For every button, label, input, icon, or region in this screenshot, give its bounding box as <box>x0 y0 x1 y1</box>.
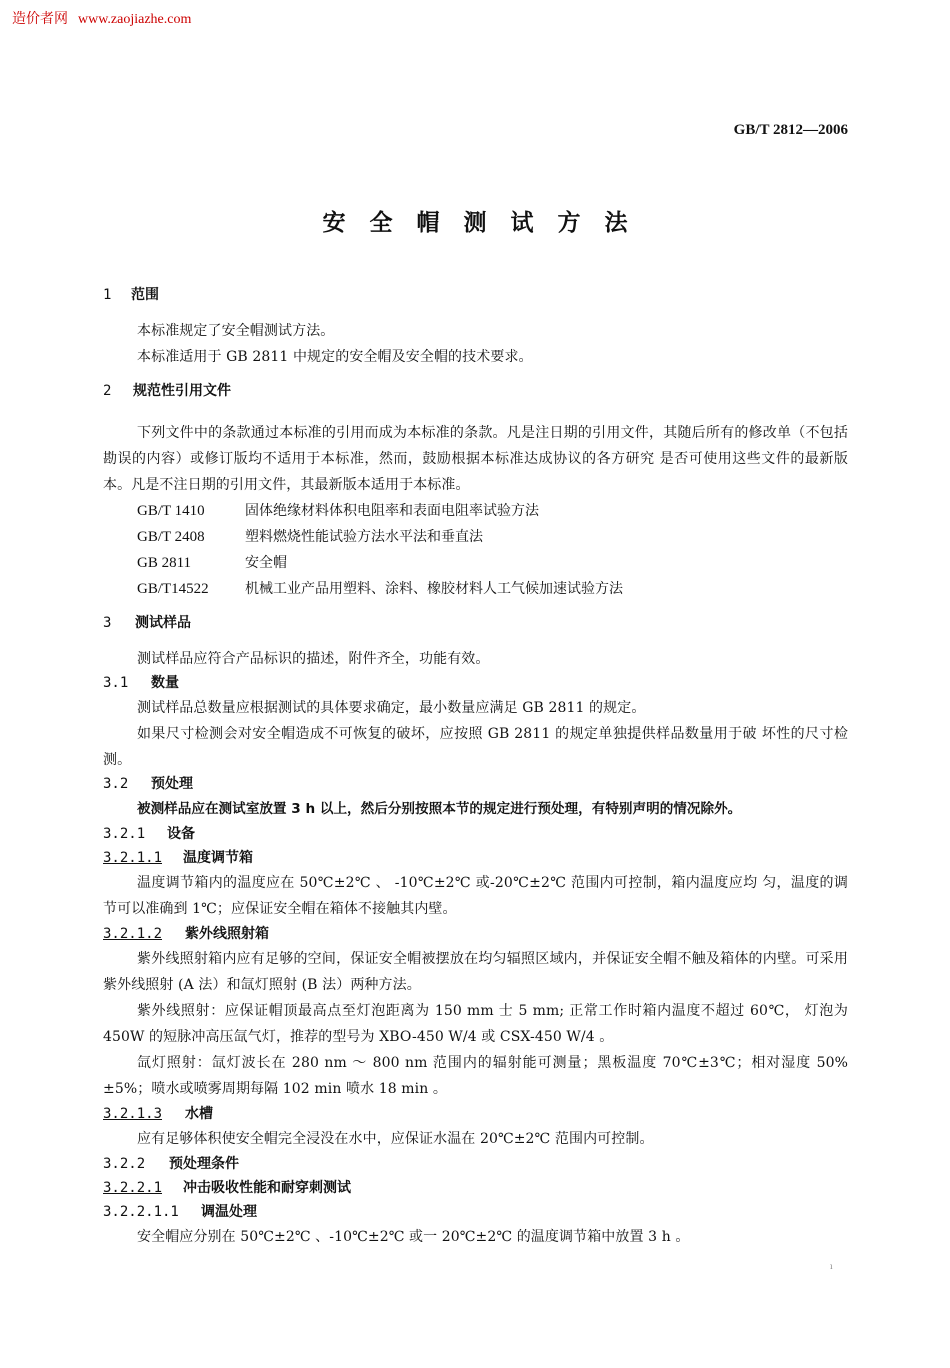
section-heading-3 <box>103 612 848 632</box>
section-heading-3-2-1-2 <box>103 922 848 946</box>
paragraph: 氙灯照射：氙灯波长在 280 nm ～ 800 nm 范围内的辐射能可测量；黑板温度 70℃±3℃；相对湿度 50%±5%；喷水或喷雾周期每隔 102 min 喷水 18 min 。 <box>103 1055 848 1097</box>
header-watermark[interactable] <box>12 8 191 28</box>
paragraph: 本标准适用于 GB 2811 中规定的安全帽及安全帽的技术要求。 <box>137 349 533 365</box>
section-number: 2 <box>103 383 112 399</box>
reference-title: 安全帽 <box>245 555 287 571</box>
paragraph: 紫外线照射箱内应有足够的空间，保证安全帽被摆放在均匀辐照区域内，并保证安全帽不触及箱体的内壁。可采用紫外线照射 (A 法）和氙灯照射 (B 法）两种方法。 <box>103 951 848 993</box>
reference-item <box>103 498 848 524</box>
section-number: 3.1 <box>103 675 129 691</box>
section-title: 规范性引用文件 <box>133 383 231 399</box>
reference-code: GB/T 2408 <box>137 529 205 545</box>
section-heading-3-1 <box>103 672 848 695</box>
reference-title: 固体绝缘材料体积电阻率和表面电阻率试验方法 <box>245 503 539 519</box>
site-url[interactable]: www.zaojiazhe.com <box>78 12 192 27</box>
reference-code: GB/T 1410 <box>137 503 205 519</box>
document-body <box>103 284 848 1250</box>
reference-title: 机械工业产品用塑料、涂料、橡胶材料人工气候加速试验方法 <box>245 581 623 597</box>
section-heading-3-2-2-1 <box>103 1176 848 1200</box>
paragraph: 应有足够体积使安全帽完全浸没在水中，应保证水温在 20℃±2℃ 范围内可控制。 <box>137 1131 654 1147</box>
paragraph: 紫外线照射：应保证帽顶最高点至灯泡距离为 150 mm 士 5 mm; 正常工作时箱内温度不超过 60℃， 灯泡为 450W 的短脉冲高压氙气灯，推荐的型号为 XBO-450 W/4 或 CSX-450 W/4 。 <box>103 1003 848 1045</box>
section-number: 3.2.2 <box>103 1156 146 1172</box>
reference-title: 塑料燃烧性能试验方法水平法和垂直法 <box>245 529 483 545</box>
section-title: 设备 <box>167 826 195 842</box>
paragraph: 本标准规定了安全帽测试方法。 <box>137 323 335 339</box>
document-title: 安全帽测试方法 <box>322 210 652 236</box>
section-number: 1 <box>103 287 112 303</box>
section-number: 3.2 <box>103 776 129 792</box>
paragraph: 下列文件中的条款通过本标准的引用而成为本标准的条款。凡是注日期的引用文件，其随后所有的修改单（不包括勘误的内容）或修订版均不适用于本标准，然而，鼓励根据本标准达成协议的各方研究 是否可使用这些文件的最新版本。凡是不注日期的引用文件，其最新版本适用于本标准。 <box>103 425 848 493</box>
section-heading-3-2-2-1-1 <box>103 1200 848 1224</box>
paragraph: 被测样品应在测试室放置 3 h 以上，然后分别按照本节的规定进行预处理，有特别声明的情况除外。 <box>137 801 742 817</box>
page-mark: ı <box>830 1262 833 1271</box>
reference-item <box>103 550 848 576</box>
paragraph: 测试样品应符合产品标识的描述，附件齐全，功能有效。 <box>137 651 490 667</box>
section-heading-3-2-2 <box>103 1152 848 1176</box>
section-title: 冲击吸收性能和耐穿刺测试 <box>183 1180 351 1196</box>
section-number: 3.2.1.1 <box>103 850 163 866</box>
paragraph: 安全帽应分别在 50℃±2℃ 、-10℃±2℃ 或一 20℃±2℃ 的温度调节箱中放置 3 h 。 <box>137 1229 690 1245</box>
section-number: 3.2.2.1 <box>103 1180 163 1196</box>
section-number: 3.2.1 <box>103 826 146 842</box>
paragraph: 如果尺寸检测会对安全帽造成不可恢复的破坏，应按照 GB 2811 的规定单独提供样品数量用于破 坏性的尺寸检测。 <box>103 726 848 768</box>
section-number: 3.2.2.1.1 <box>103 1204 179 1220</box>
section-heading-3-2-1 <box>103 822 848 846</box>
section-number: 3.2.1.2 <box>103 926 163 942</box>
section-heading-1 <box>103 284 848 304</box>
section-title: 范围 <box>131 287 159 303</box>
section-title: 预处理条件 <box>169 1156 239 1172</box>
section-title: 数量 <box>151 675 179 691</box>
paragraph: 温度调节箱内的温度应在 50℃±2℃ 、 -10℃±2℃ 或-20℃±2℃ 范围内可控制，箱内温度应均 匀，温度的调节可以准确到 1℃；应保证安全帽在箱体不接触其内壁。 <box>103 875 848 917</box>
paragraph: 测试样品总数量应根据测试的具体要求确定，最小数量应满足 GB 2811 的规定。 <box>137 700 646 716</box>
section-title: 测试样品 <box>135 615 191 631</box>
reference-code: GB 2811 <box>137 555 192 571</box>
section-heading-2 <box>103 380 848 400</box>
reference-item <box>103 524 848 550</box>
section-number: 3 <box>103 615 112 631</box>
section-title: 预处理 <box>151 776 193 792</box>
section-title: 温度调节箱 <box>183 850 253 866</box>
section-title: 水槽 <box>185 1106 213 1122</box>
section-heading-3-2 <box>103 773 848 796</box>
section-title: 紫外线照射箱 <box>185 926 269 942</box>
reference-code: GB/T14522 <box>137 581 209 597</box>
site-name: 造价者网 <box>12 12 68 27</box>
section-title: 调温处理 <box>201 1204 257 1220</box>
section-number: 3.2.1.3 <box>103 1106 163 1122</box>
section-heading-3-2-1-3 <box>103 1102 848 1126</box>
section-heading-3-2-1-1 <box>103 846 848 870</box>
standard-number: GB/T 2812—2006 <box>733 122 848 138</box>
reference-item <box>103 576 848 602</box>
